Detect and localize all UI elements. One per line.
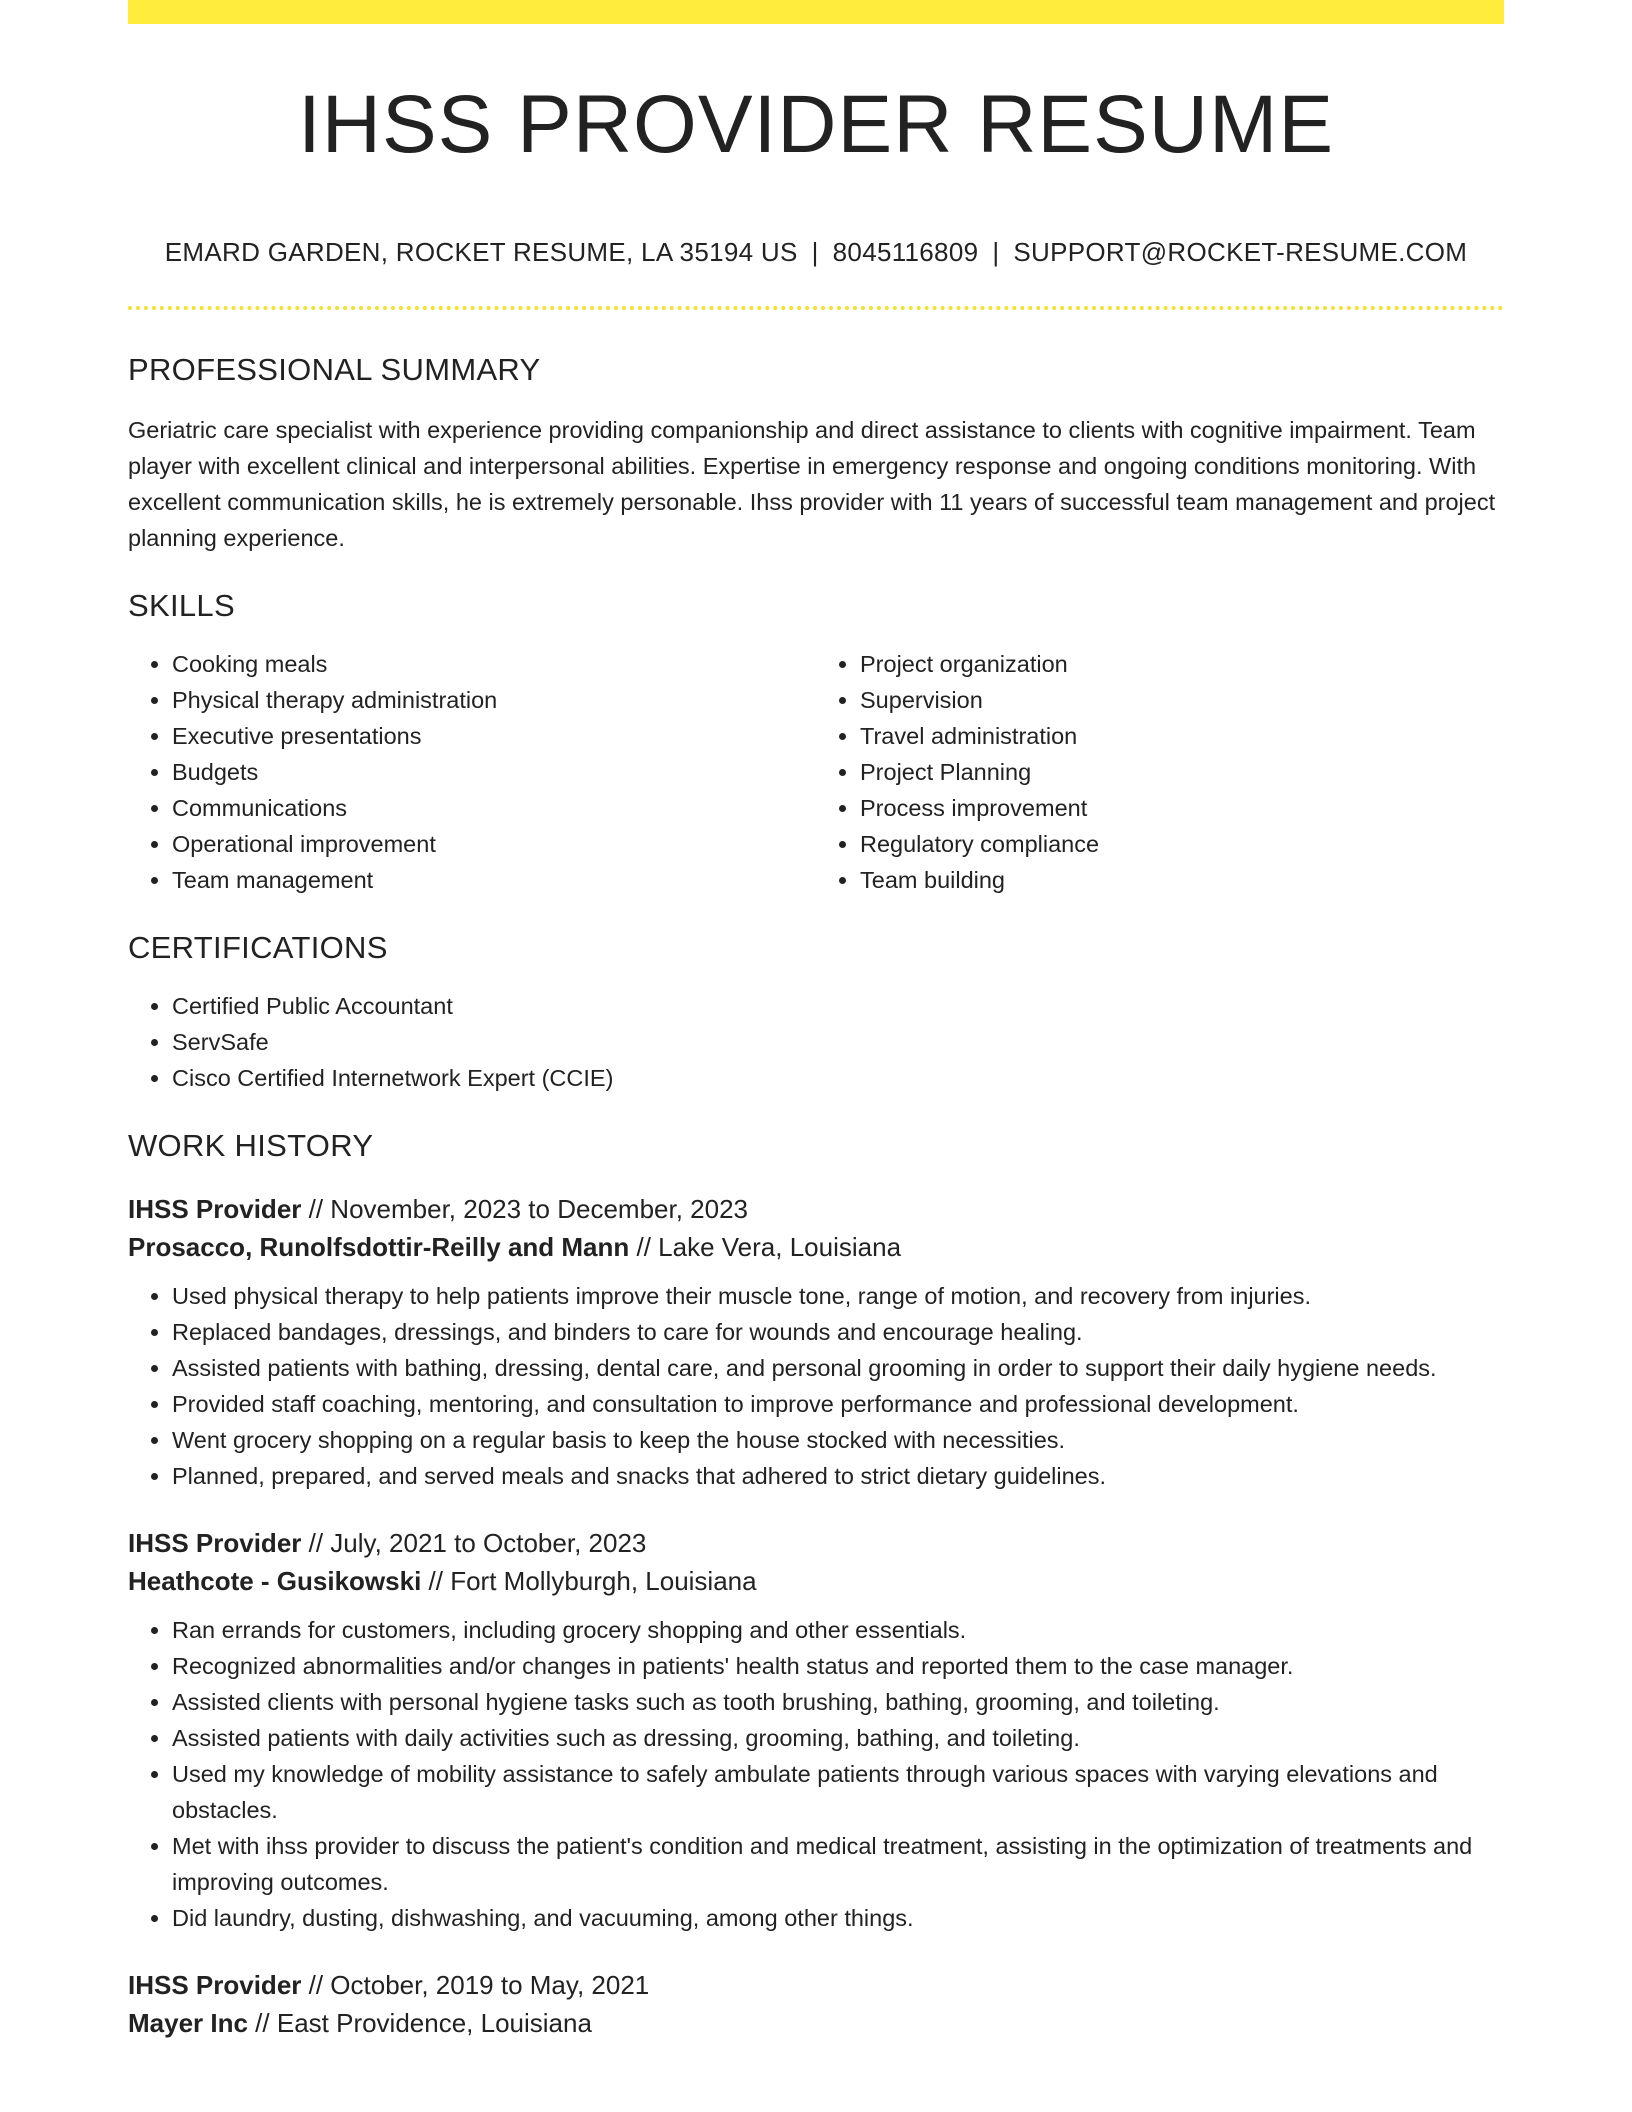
certifications-section [128, 930, 1504, 1096]
job-location: // Lake Vera, Louisiana [629, 1232, 902, 1262]
job-duty: • Used physical therapy to help patients improve their muscle tone, range of motion, and recovery from injuries. [172, 1278, 1504, 1314]
job-title-line [128, 1966, 1504, 2004]
job-title: IHSS Provider [128, 1970, 302, 2000]
job-dates: // October, 2019 to May, 2021 [301, 1970, 650, 2000]
job-title-line [128, 1190, 1504, 1228]
summary-section [128, 352, 1504, 556]
skill-item: • Supervision [860, 682, 1504, 718]
work-history-section [128, 1128, 1504, 2042]
job-company-line [128, 1562, 1504, 1600]
skills-grid [128, 646, 1504, 898]
skills-list-right [816, 646, 1504, 898]
contact-email: SUPPORT@ROCKET-RESUME.COM [1013, 237, 1468, 267]
job-location: // East Providence, Louisiana [247, 2008, 592, 2038]
job-duty: • Recognized abnormalities and/or changes in patients' health status and reported them to the case manager. [172, 1648, 1504, 1684]
skill-item: • Travel administration [860, 718, 1504, 754]
job-entry [128, 1966, 1504, 2042]
job-duty: • Used my knowledge of mobility assistance to safely ambulate patients through various spaces with varying elevations and obstacles. [172, 1756, 1504, 1828]
contact-phone: 8045116809 [832, 237, 979, 267]
skill-item: • Project Planning [860, 754, 1504, 790]
skill-item: • Physical therapy administration [172, 682, 816, 718]
job-dates: // July, 2021 to October, 2023 [301, 1528, 647, 1558]
resume-body [128, 352, 1504, 2042]
job-duty: • Ran errands for customers, including grocery shopping and other essentials. [172, 1612, 1504, 1648]
skill-item: • Team building [860, 862, 1504, 898]
certification-item: • Cisco Certified Internetwork Expert (CCIE) [172, 1060, 1504, 1096]
job-duty: • Did laundry, dusting, dishwashing, and vacuuming, among other things. [172, 1900, 1504, 1936]
job-title-line [128, 1524, 1504, 1562]
job-company-line [128, 1228, 1504, 1266]
contact-line [128, 237, 1504, 268]
job-company: Heathcote - Gusikowski [128, 1566, 422, 1596]
job-duty: • Met with ihss provider to discuss the patient's condition and medical treatment, assisting in the optimization of treatments and improving outcomes. [172, 1828, 1504, 1900]
job-duty: • Assisted patients with bathing, dressing, dental care, and personal grooming in order to support their daily hygiene needs. [172, 1350, 1504, 1386]
job-duties-list [128, 1612, 1504, 1936]
skills-section [128, 588, 1504, 898]
work-history-heading: WORK HISTORY [128, 1128, 374, 1163]
job-duty: • Planned, prepared, and served meals and snacks that adhered to strict dietary guidelines. [172, 1458, 1504, 1494]
job-entry [128, 1190, 1504, 1494]
certifications-heading: CERTIFICATIONS [128, 930, 388, 965]
summary-text: Geriatric care specialist with experience providing companionship and direct assistance to clients with cognitive impairment. Team player with excellent clinical and interpersonal abilities. Expertise in emergency response and ongoing conditions monitoring. With excellent communication skills, he is extremely personable. Ihss provider with 11 years of successful team management and project planning experience. [128, 417, 1496, 551]
contact-separator: | [992, 237, 1000, 267]
job-duty: • Assisted clients with personal hygiene tasks such as tooth brushing, bathing, grooming, and toileting. [172, 1684, 1504, 1720]
skill-item: • Project organization [860, 646, 1504, 682]
skills-heading: SKILLS [128, 588, 235, 623]
skills-list-left [128, 646, 816, 898]
summary-heading: PROFESSIONAL SUMMARY [128, 352, 541, 387]
skill-item: • Executive presentations [172, 718, 816, 754]
page-title: IHSS PROVIDER RESUME [297, 79, 1335, 170]
job-duty: • Went grocery shopping on a regular basis to keep the house stocked with necessities. [172, 1422, 1504, 1458]
certification-item: • ServSafe [172, 1024, 1504, 1060]
contact-separator: | [811, 237, 819, 267]
job-title: IHSS Provider [128, 1194, 302, 1224]
skill-item: • Operational improvement [172, 826, 816, 862]
skill-item: • Budgets [172, 754, 816, 790]
dotted-divider [128, 306, 1504, 310]
job-dates: // November, 2023 to December, 2023 [301, 1194, 749, 1224]
skill-item: • Team management [172, 862, 816, 898]
skill-item: • Regulatory compliance [860, 826, 1504, 862]
contact-address: EMARD GARDEN, ROCKET RESUME, LA 35194 US [164, 237, 798, 267]
job-location: // Fort Mollyburgh, Louisiana [421, 1566, 757, 1596]
job-entry [128, 1524, 1504, 1936]
job-duties-list [128, 1278, 1504, 1494]
top-accent-bar [128, 0, 1504, 24]
certification-item: • Certified Public Accountant [172, 988, 1504, 1024]
job-company: Prosacco, Runolfsdottir-Reilly and Mann [128, 1232, 630, 1262]
job-duty: • Provided staff coaching, mentoring, and consultation to improve performance and professional development. [172, 1386, 1504, 1422]
job-company: Mayer Inc [128, 2008, 248, 2038]
skill-item: • Communications [172, 790, 816, 826]
job-duty: • Assisted patients with daily activities such as dressing, grooming, bathing, and toileting. [172, 1720, 1504, 1756]
certifications-list [128, 988, 1504, 1096]
job-title: IHSS Provider [128, 1528, 302, 1558]
job-duty: • Replaced bandages, dressings, and binders to care for wounds and encourage healing. [172, 1314, 1504, 1350]
job-company-line [128, 2004, 1504, 2042]
skill-item: • Cooking meals [172, 646, 816, 682]
skill-item: • Process improvement [860, 790, 1504, 826]
